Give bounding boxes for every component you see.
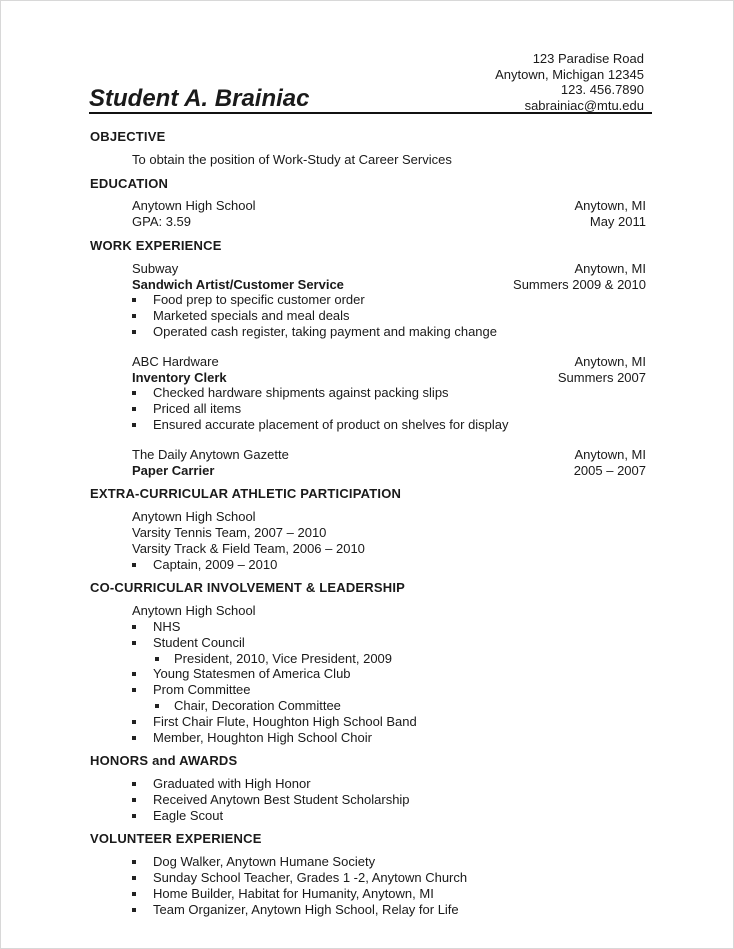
section-title: CO-CURRICULAR INVOLVEMENT & LEADERSHIP bbox=[90, 580, 406, 596]
list-item: Operated cash register, taking payment and making change bbox=[132, 324, 646, 340]
school-name: Anytown High School bbox=[132, 603, 256, 619]
list-item: Home Builder, Habitat for Humanity, Anytown, MI bbox=[132, 886, 646, 902]
athletic-section bbox=[90, 486, 646, 572]
bullet-icon bbox=[132, 876, 136, 880]
bullet-icon bbox=[132, 798, 136, 802]
applicant-name: Student A. Brainiac bbox=[89, 85, 310, 112]
education-section bbox=[90, 176, 646, 230]
list-item: Chair, Decoration Committee bbox=[132, 698, 646, 714]
list-item: Priced all items bbox=[132, 401, 646, 417]
job-dates: Summers 2007 bbox=[557, 369, 646, 385]
bullet-icon bbox=[132, 330, 136, 334]
employer-name: The Daily Anytown Gazette bbox=[132, 446, 289, 462]
job-entry bbox=[132, 261, 646, 340]
job-title: Paper Carrier bbox=[132, 462, 215, 478]
section-title: VOLUNTEER EXPERIENCE bbox=[90, 831, 262, 847]
bullet-icon bbox=[132, 782, 136, 786]
school-name: Anytown High School bbox=[132, 198, 256, 214]
gpa: GPA: 3.59 bbox=[132, 214, 192, 230]
list-item: Received Anytown Best Student Scholarship bbox=[132, 792, 646, 808]
employer-name: ABC Hardware bbox=[132, 353, 219, 369]
bullet-icon bbox=[132, 908, 136, 912]
list-item: Sunday School Teacher, Grades 1 -2, Anytown Church bbox=[132, 870, 646, 886]
section-title: EDUCATION bbox=[90, 175, 169, 191]
education-row bbox=[132, 214, 646, 230]
bullet-icon bbox=[132, 625, 136, 629]
graduation-date: May 2011 bbox=[589, 214, 646, 230]
cocurricular-list bbox=[132, 619, 646, 745]
volunteer-section bbox=[90, 831, 646, 917]
list-item: Graduated with High Honor bbox=[132, 776, 646, 792]
job-location: Anytown, MI bbox=[574, 446, 646, 462]
phone-number: 123. 456.7890 bbox=[560, 82, 644, 97]
bullet-icon bbox=[132, 407, 136, 411]
bullet-icon bbox=[132, 892, 136, 896]
email-address: sabrainiac@mtu.edu bbox=[524, 97, 644, 113]
bullet-icon bbox=[132, 688, 136, 692]
address-line-1: 123 Paradise Road bbox=[532, 51, 644, 66]
list-item: Dog Walker, Anytown Humane Society bbox=[132, 854, 646, 870]
bullet-icon bbox=[132, 860, 136, 864]
section-title: HONORS and AWARDS bbox=[90, 753, 238, 769]
header-divider bbox=[89, 112, 652, 114]
list-item: Eagle Scout bbox=[132, 808, 646, 824]
bullet-icon bbox=[132, 641, 136, 645]
bullet-icon bbox=[132, 391, 136, 395]
bullet-icon bbox=[132, 736, 136, 740]
list-item: First Chair Flute, Houghton High School Band bbox=[132, 714, 646, 730]
honors-section bbox=[90, 753, 646, 823]
bullet-icon bbox=[132, 720, 136, 724]
list-item: Ensured accurate placement of product on shelves for display bbox=[132, 417, 646, 433]
list-item: Food prep to specific customer order bbox=[132, 292, 646, 308]
bullet-icon bbox=[132, 423, 136, 427]
bullet-icon bbox=[155, 704, 159, 708]
list-item: NHS bbox=[132, 619, 646, 635]
bullet-icon bbox=[132, 672, 136, 676]
list-item: Young Statesmen of America Club bbox=[132, 666, 646, 682]
education-row bbox=[132, 198, 646, 214]
school-name: Anytown High School bbox=[132, 509, 256, 525]
bullet-icon bbox=[132, 814, 136, 818]
resume-content bbox=[90, 129, 646, 925]
bullet-icon bbox=[155, 657, 159, 661]
list-item: Marketed specials and meal deals bbox=[132, 308, 646, 324]
honors-list bbox=[132, 776, 646, 823]
activity-line: Varsity Track & Field Team, 2006 – 2010 bbox=[132, 540, 365, 556]
objective-text: To obtain the position of Work-Study at Career Services bbox=[132, 151, 452, 167]
school-location: Anytown, MI bbox=[574, 198, 646, 214]
job-entry bbox=[132, 354, 646, 433]
athletic-list bbox=[132, 557, 646, 573]
employer-name: Subway bbox=[132, 260, 179, 276]
list-item: Checked hardware shipments against packing slips bbox=[132, 385, 646, 401]
list-item: Captain, 2009 – 2010 bbox=[132, 557, 646, 573]
contact-block bbox=[495, 51, 644, 113]
job-dates: Summers 2009 & 2010 bbox=[513, 276, 646, 292]
activity-line: Varsity Tennis Team, 2007 – 2010 bbox=[132, 524, 327, 540]
job-location: Anytown, MI bbox=[574, 353, 646, 369]
list-item: Student Council bbox=[132, 635, 646, 651]
job-dates: 2005 – 2007 bbox=[573, 462, 646, 478]
bullet-icon bbox=[132, 298, 136, 302]
section-title: WORK EXPERIENCE bbox=[90, 237, 222, 253]
section-title: OBJECTIVE bbox=[90, 129, 166, 144]
list-item: Team Organizer, Anytown High School, Relay for Life bbox=[132, 902, 646, 918]
job-entry bbox=[132, 447, 646, 479]
address-line-2: Anytown, Michigan 12345 bbox=[495, 66, 644, 82]
job-duties bbox=[132, 385, 646, 432]
list-item: President, 2010, Vice President, 2009 bbox=[132, 651, 646, 667]
job-location: Anytown, MI bbox=[574, 260, 646, 276]
job-title: Inventory Clerk bbox=[132, 369, 227, 385]
work-experience-section bbox=[90, 238, 646, 478]
cocurricular-section bbox=[90, 580, 646, 745]
bullet-icon bbox=[132, 563, 136, 567]
objective-section bbox=[90, 129, 646, 168]
volunteer-list bbox=[132, 854, 646, 917]
job-title: Sandwich Artist/Customer Service bbox=[132, 276, 344, 292]
bullet-icon bbox=[132, 314, 136, 318]
section-title: EXTRA-CURRICULAR ATHLETIC PARTICIPATION bbox=[90, 486, 402, 502]
list-item: Prom Committee bbox=[132, 682, 646, 698]
list-item: Member, Houghton High School Choir bbox=[132, 730, 646, 746]
job-duties bbox=[132, 292, 646, 339]
